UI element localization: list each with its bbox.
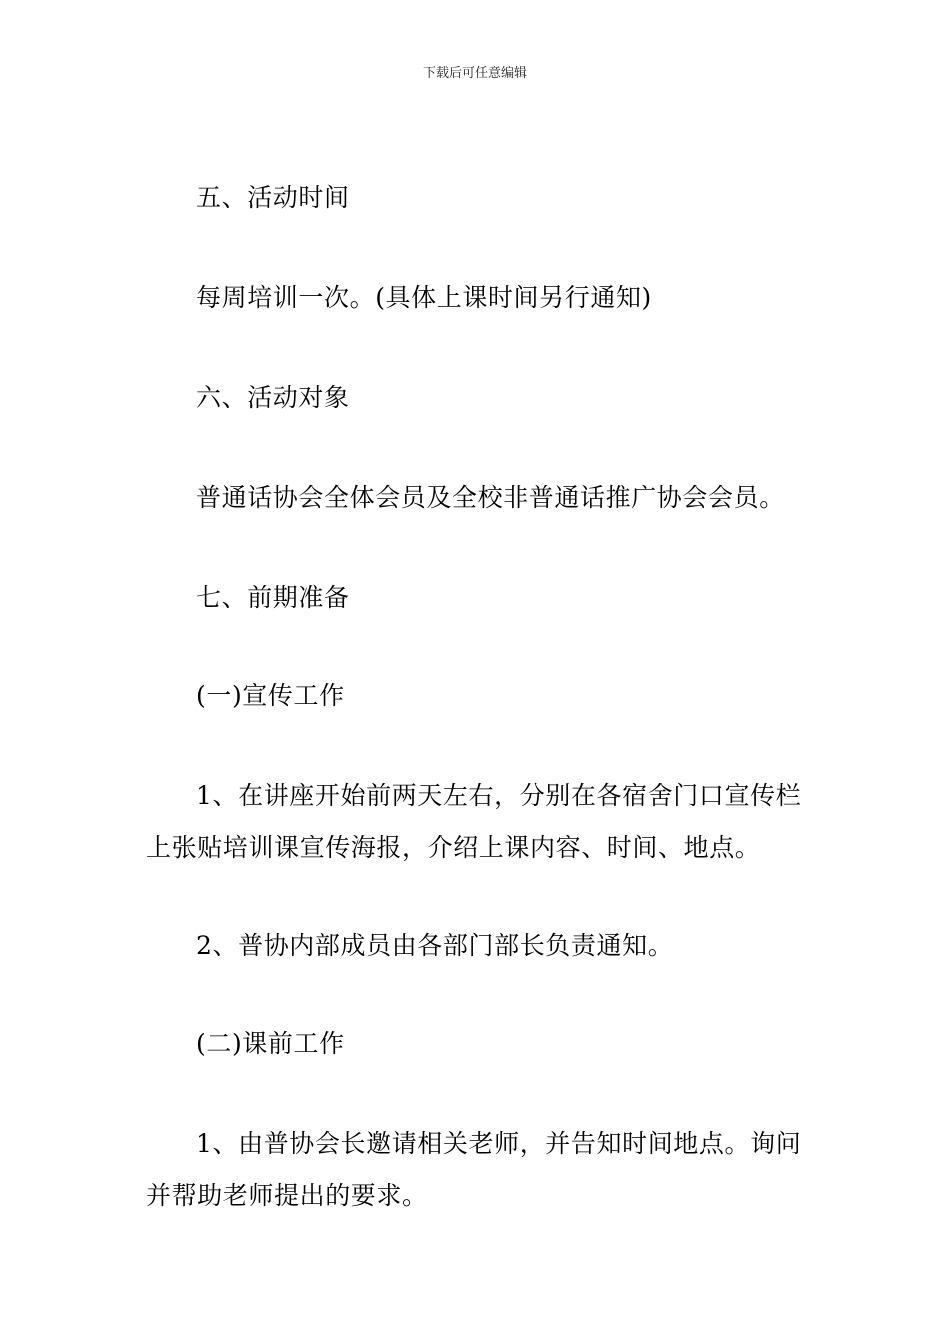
- paragraph-publicity-1: 1、在讲座开始前两天左右，分别在各宿舍门口宣传栏上张贴培训课宣传海报，介绍上课内容、时间、地点。: [146, 781, 802, 862]
- header-note: 下载后可任意编辑: [422, 66, 527, 81]
- paragraph-publicity-2: 2、普协内部成员由各部门部长负责通知。: [196, 931, 674, 960]
- section-heading-activity-target: 六、活动对象: [196, 383, 350, 412]
- paragraph-activity-time: 每周培训一次。(具体上课时间另行通知): [196, 283, 652, 312]
- subsection-heading-pre-class: (二)课前工作: [196, 1029, 345, 1058]
- section-heading-activity-time: 五、活动时间: [196, 183, 350, 212]
- paragraph-pre-class-1: 1、由普协会长邀请相关老师，并告知时间地点。询问并帮助老师提出的要求。: [146, 1129, 802, 1210]
- section-heading-preparation: 七、前期准备: [196, 583, 350, 612]
- paragraph-activity-target: 普通话协会全体会员及全校非普通话推广协会会员。: [196, 483, 785, 512]
- subsection-heading-publicity: (一)宣传工作: [196, 681, 345, 710]
